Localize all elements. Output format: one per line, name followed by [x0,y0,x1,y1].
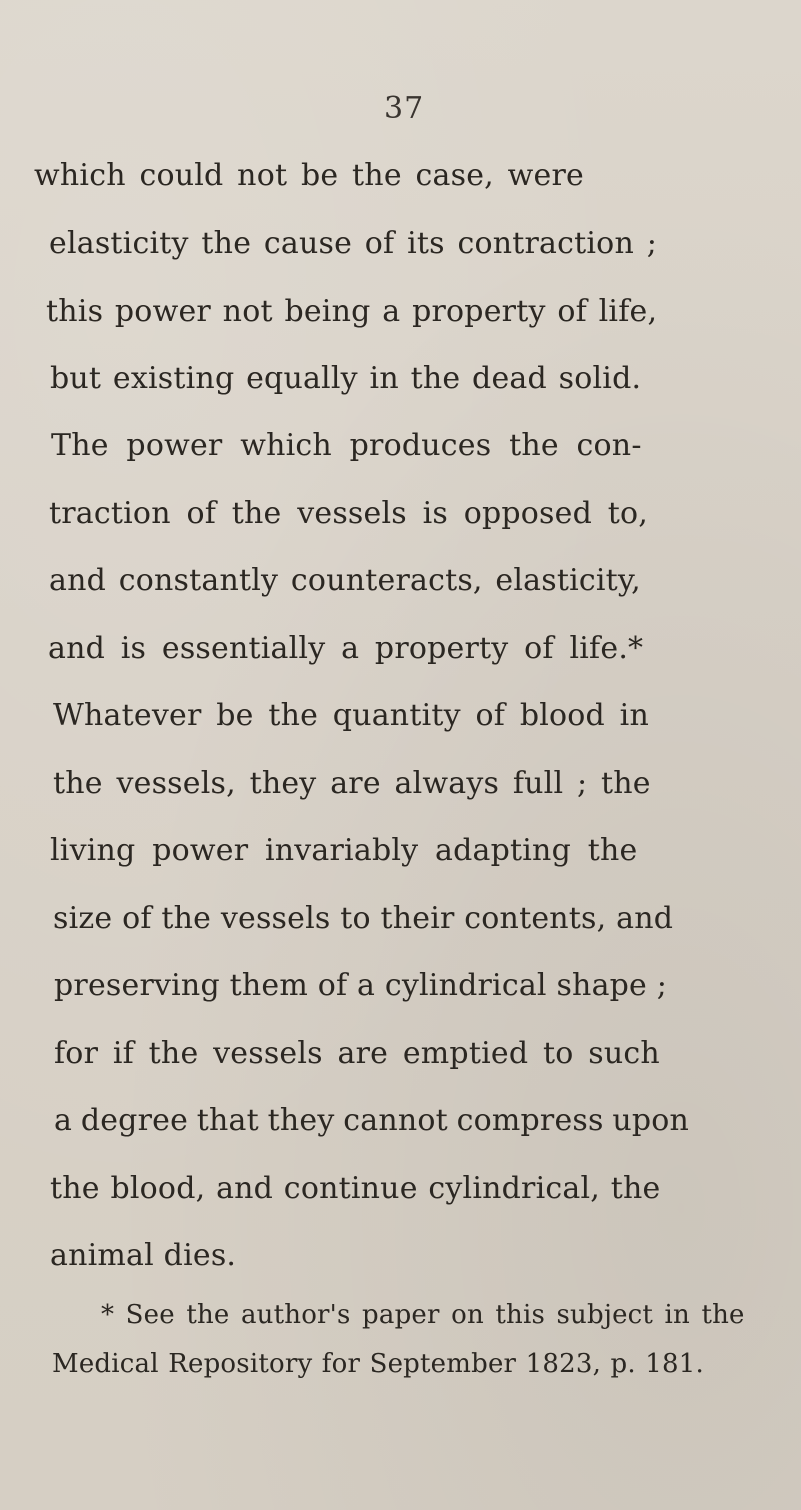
body-line-3: this power not being a property of life, [46,294,658,329]
body-line-16: the blood, and continue cylindrical, the [50,1171,661,1206]
body-line-8: and is essentially a property of life.* [48,631,644,666]
footnote-line-1: * See the author's paper on this subject in the [101,1300,745,1330]
body-line-13: preserving them of a cylindrical shape ; [54,968,668,1003]
body-line-14: for if the vessels are emptied to such [54,1036,660,1071]
body-line-10: the vessels, they are always full ; the [53,766,651,801]
body-line-7: and constantly counteracts, elasticity, [49,563,641,598]
body-line-6: traction of the vessels is opposed to, [49,496,648,531]
body-line-5: The power which produces the con- [51,428,642,463]
body-line-9: Whatever be the quantity of blood in [53,698,649,733]
footnote-line-2: Medical Repository for September 1823, p. 181. [52,1349,704,1379]
body-line-17: animal dies. [50,1238,237,1273]
body-line-2: elasticity the cause of its contraction ; [49,226,658,261]
body-line-11: living power invariably adapting the [50,833,638,868]
body-line-4: but existing equally in the dead solid. [50,361,642,396]
page-number: 37 [384,91,425,126]
body-line-15: a degree that they cannot compress upon [54,1103,690,1138]
body-line-1: which could not be the case, were [34,158,584,193]
body-line-12: size of the vessels to their contents, and [53,901,674,936]
